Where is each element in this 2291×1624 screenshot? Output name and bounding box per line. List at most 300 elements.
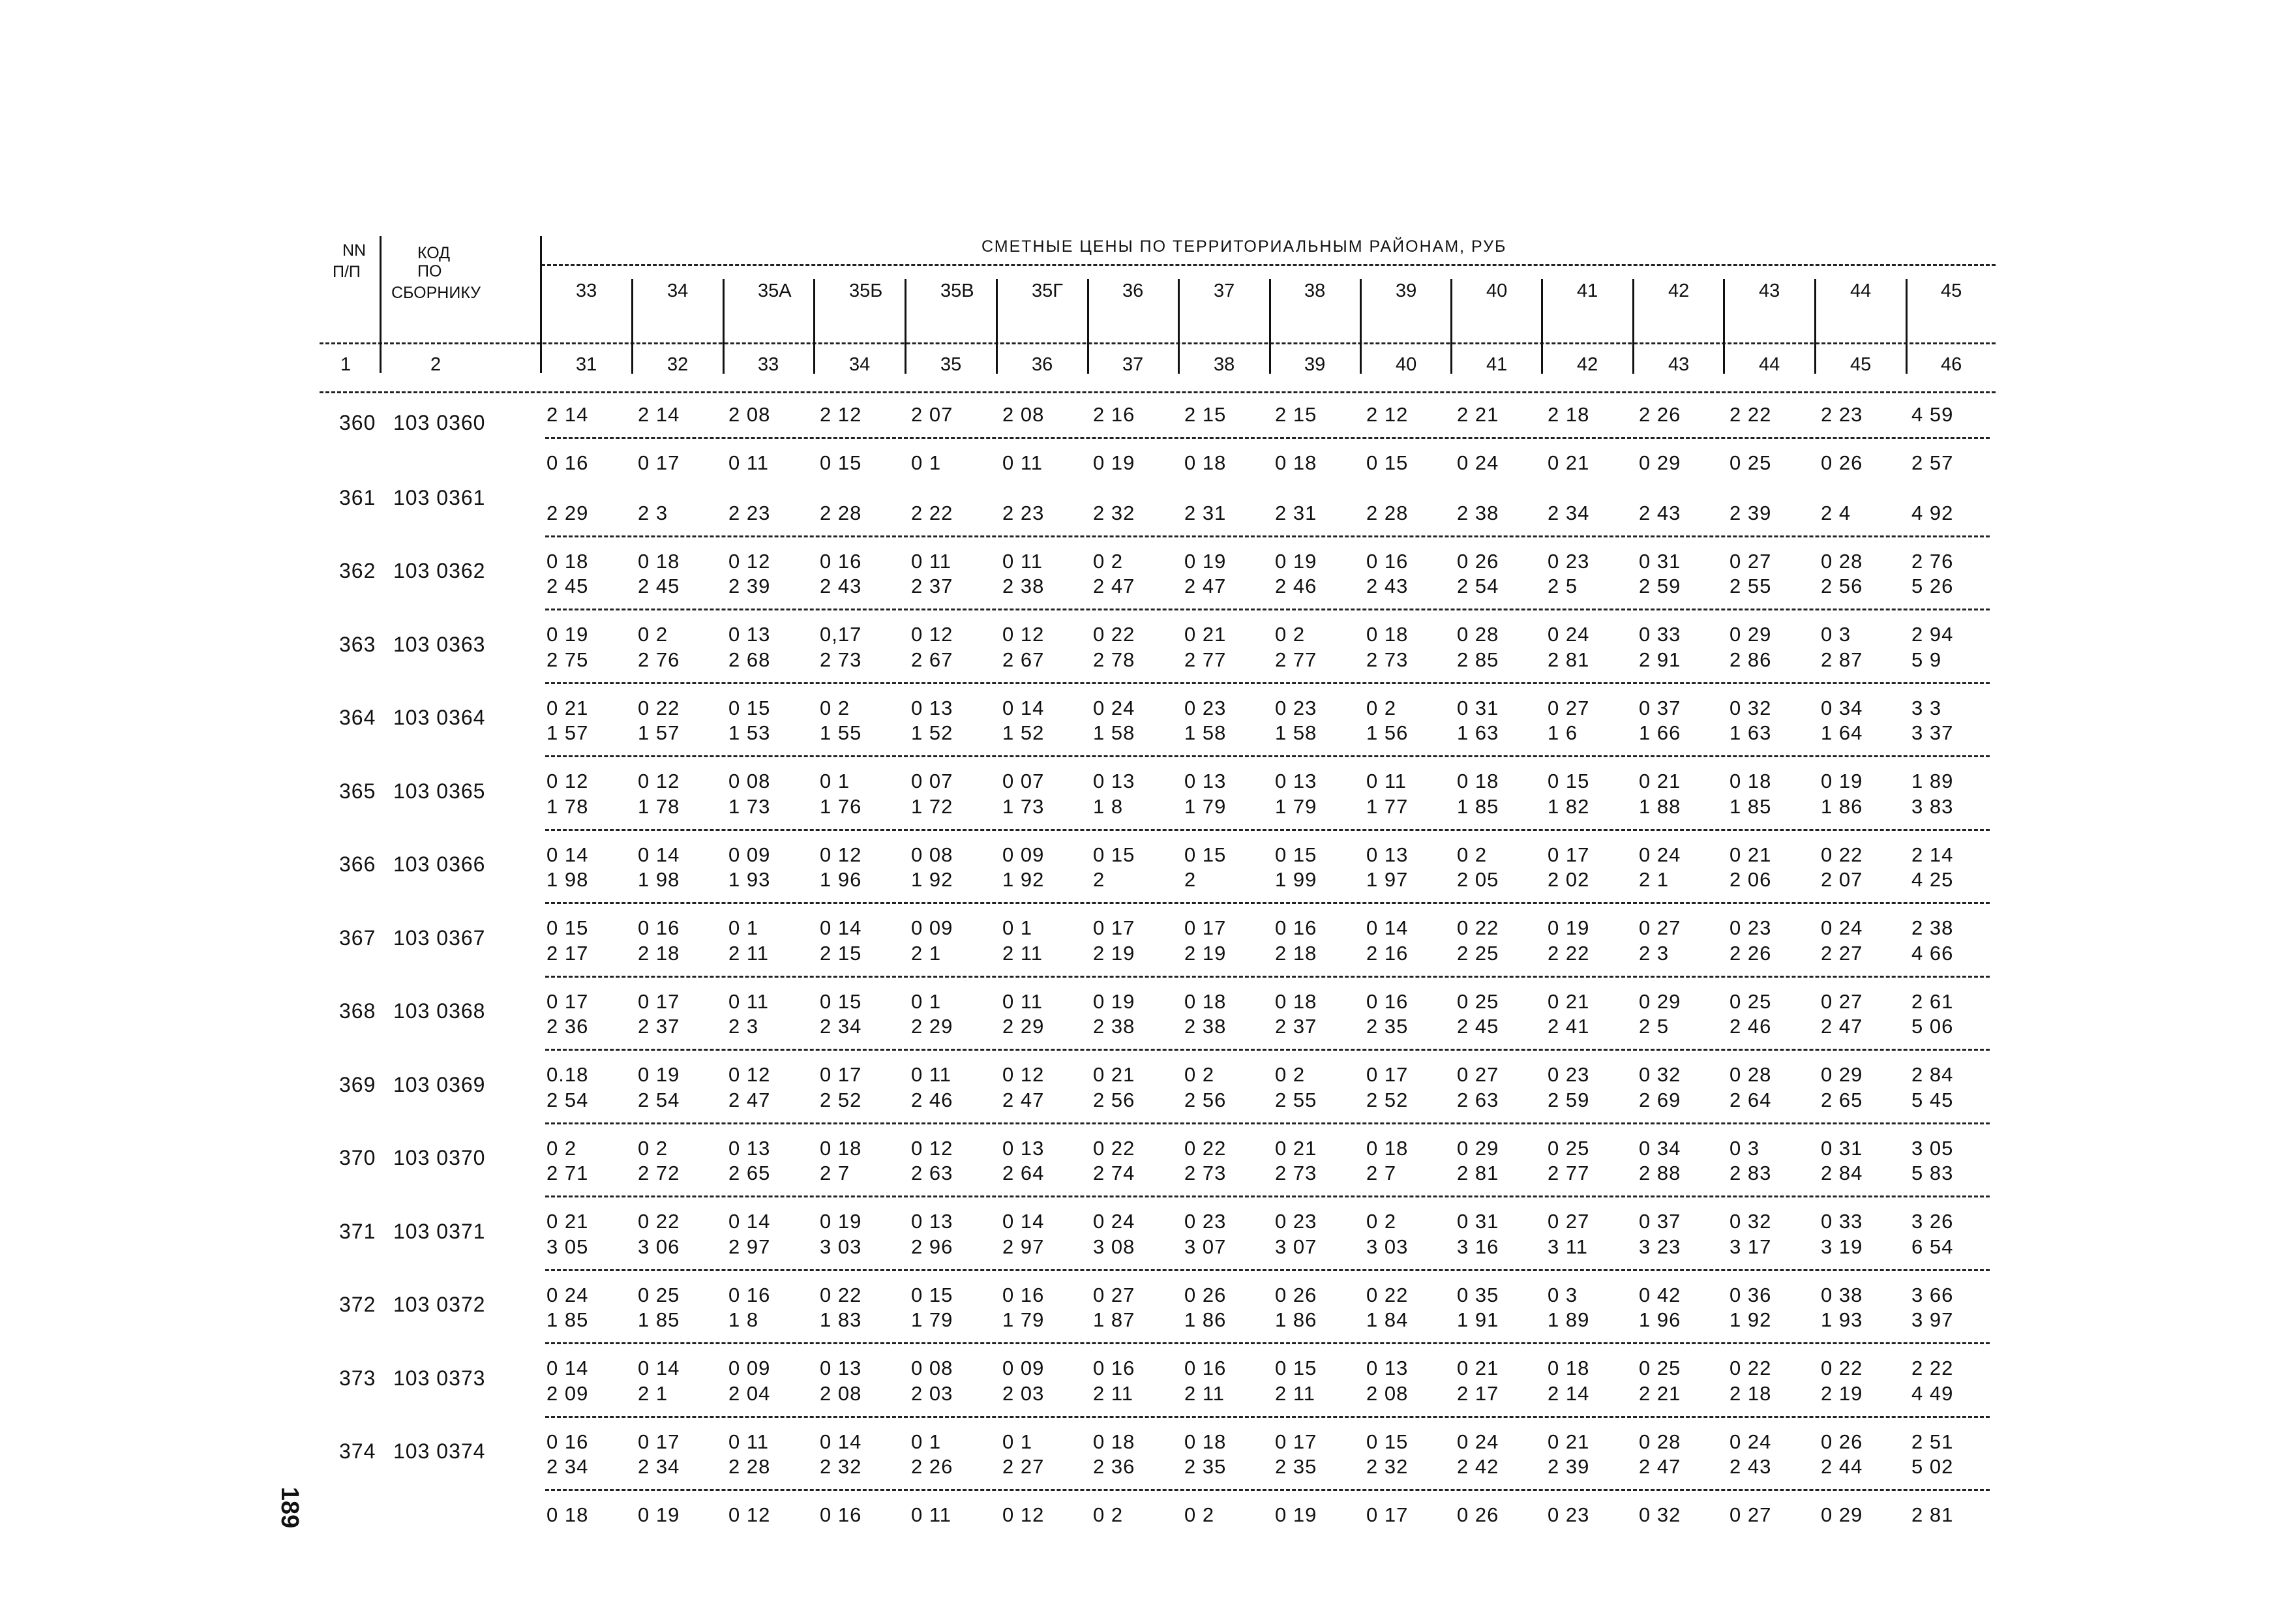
price-subvalue: 0 2: [638, 1136, 668, 1160]
price-value: 2 38: [1457, 501, 1499, 524]
price-subvalue: 0 15: [1366, 451, 1409, 474]
price-value: 2 91: [1639, 648, 1681, 671]
price-value: 1 86: [1275, 1308, 1317, 1331]
price-value: 2 52: [820, 1088, 862, 1111]
column-number: 44: [1759, 354, 1780, 375]
price-subvalue: 0 2: [1184, 1063, 1215, 1086]
price-subvalue: 0 23: [1184, 1210, 1227, 1233]
price-value: 2 09: [547, 1381, 589, 1405]
fraction-rule: [545, 755, 1990, 757]
price-subvalue: 0 2: [1184, 1503, 1215, 1526]
fraction-rule: [545, 1195, 1990, 1197]
price-value: 4 59: [1911, 403, 1954, 426]
price-subvalue: 0 36: [1729, 1283, 1772, 1306]
price-value: 2 45: [1457, 1015, 1499, 1038]
row-number: 365: [339, 779, 376, 803]
price-value: 1 88: [1639, 794, 1681, 818]
price-value: 2 67: [911, 648, 953, 671]
price-value: 2: [1093, 868, 1105, 891]
fraction-rule: [545, 609, 1990, 610]
price-subvalue: 0 16: [820, 1503, 862, 1526]
price-value: 1 79: [911, 1308, 953, 1331]
price-subvalue: 0 28: [1729, 1063, 1772, 1086]
region-header: 33: [576, 280, 597, 301]
price-subvalue: 0 31: [1639, 549, 1681, 573]
price-value: 2 08: [728, 403, 771, 426]
price-value: 1 6: [1548, 721, 1578, 744]
column-number: 34: [849, 354, 871, 375]
price-subvalue: 0 19: [1275, 549, 1317, 573]
price-subvalue: 0 15: [1366, 1430, 1409, 1453]
header-divider: [380, 236, 382, 373]
price-value: 2 54: [547, 1088, 589, 1111]
price-subvalue: 0 21: [1548, 1430, 1590, 1453]
price-subvalue: 0 37: [1639, 1210, 1681, 1233]
price-subvalue: 0 15: [1275, 843, 1317, 866]
price-subvalue: 0 13: [1002, 1136, 1045, 1160]
price-value: 2 36: [1093, 1455, 1135, 1478]
price-subvalue: 0 11: [728, 989, 770, 1013]
pp-label: П/П: [333, 263, 361, 281]
price-value: 2 47: [1093, 575, 1135, 597]
price-subvalue: 0 26: [1821, 1430, 1863, 1453]
header-rule: [320, 342, 1996, 344]
region-header: 38: [1304, 280, 1326, 301]
price-value: 2 86: [1729, 648, 1772, 671]
header-divider: [723, 279, 725, 374]
column-number: 2: [430, 354, 442, 375]
price-subvalue: 0 15: [1184, 843, 1227, 866]
price-subvalue: 0 14: [728, 1210, 771, 1233]
region-header: 45: [1941, 280, 1962, 301]
header-divider: [1541, 279, 1543, 374]
price-value: 1 92: [1729, 1308, 1772, 1331]
price-subvalue: 0,17: [820, 623, 862, 646]
column-number: 32: [667, 354, 689, 375]
price-value: 1 73: [1002, 794, 1045, 818]
column-number: 42: [1577, 354, 1598, 375]
region-header: 43: [1759, 280, 1780, 301]
price-subvalue: 0 26: [1184, 1283, 1227, 1306]
price-subvalue: 0 24: [1729, 1430, 1772, 1453]
price-subvalue: 0 13: [1093, 770, 1135, 792]
price-subvalue: 0 22: [1821, 1357, 1863, 1379]
price-subvalue: 0 19: [820, 1210, 862, 1233]
price-subvalue: 0 29: [1639, 451, 1681, 474]
price-value: 2 68: [728, 648, 771, 671]
price-value: 2 34: [820, 1015, 862, 1038]
price-subvalue: 0 17: [1093, 916, 1135, 939]
price-value: 3 16: [1457, 1235, 1499, 1258]
price-value: 5 9: [1911, 648, 1942, 671]
price-value: 2 88: [1639, 1162, 1681, 1184]
row-code: 103 0369: [393, 1072, 486, 1096]
price-subvalue: 0 19: [1275, 1503, 1317, 1526]
price-value: 2 3: [638, 501, 668, 524]
table-title: СМЕТНЫЕ ЦЕНЫ ПО ТЕРРИТОРИАЛЬНЫМ РАЙОНАМ, РУБ: [981, 237, 1507, 256]
price-value: 2 52: [1366, 1088, 1409, 1111]
price-value: 2 27: [1821, 941, 1863, 965]
price-value: 2 37: [638, 1015, 680, 1038]
row-code: 103 0374: [393, 1439, 486, 1463]
row-number: 369: [339, 1072, 376, 1096]
price-value: 2 5: [1639, 1015, 1670, 1038]
price-subvalue: 0 19: [638, 1503, 680, 1526]
price-value: 2 28: [728, 1455, 771, 1478]
price-value: 1 87: [1093, 1308, 1135, 1331]
price-value: 2 26: [1729, 941, 1772, 965]
price-value: 1 91: [1457, 1308, 1499, 1331]
column-number: 38: [1214, 354, 1235, 375]
price-value: 2 65: [728, 1162, 771, 1184]
price-subvalue: 0 12: [638, 770, 680, 792]
price-subvalue: 0 17: [1275, 1430, 1317, 1453]
price-subvalue: 0 24: [1093, 696, 1135, 719]
price-subvalue: 0 22: [1729, 1357, 1772, 1379]
price-value: 2 7: [1366, 1162, 1397, 1184]
price-value: 1 57: [547, 721, 589, 744]
price-subvalue: 0 32: [1729, 1210, 1772, 1233]
price-subvalue: 0 13: [820, 1357, 862, 1379]
price-value: 2 46: [1275, 575, 1317, 597]
fraction-rule: [545, 1122, 1990, 1124]
region-header: 34: [667, 280, 689, 301]
price-value: 2 69: [1639, 1088, 1681, 1111]
header-divider: [905, 279, 906, 374]
price-value: 2 63: [911, 1162, 953, 1184]
price-subvalue: 0 11: [728, 451, 770, 474]
header-divider: [631, 279, 633, 374]
price-value: 3 06: [638, 1235, 680, 1258]
price-value: 2 26: [911, 1455, 953, 1478]
price-value: 2 75: [547, 648, 589, 671]
price-value: 3 23: [1639, 1235, 1681, 1258]
price-subvalue: 0 2: [1093, 1503, 1124, 1526]
row-code: 103 0370: [393, 1146, 486, 1169]
price-subvalue: 0 29: [1821, 1063, 1863, 1086]
price-value: 2 34: [1548, 501, 1590, 524]
price-subvalue: 0 21: [1457, 1357, 1499, 1379]
row-code: 103 0372: [393, 1293, 486, 1316]
price-subvalue: 0 15: [820, 451, 862, 474]
price-value: 2 64: [1002, 1162, 1045, 1184]
price-value: 2 87: [1821, 648, 1863, 671]
price-value: 1 85: [1457, 794, 1499, 818]
price-value: 2 08: [820, 1381, 862, 1405]
price-subvalue: 0 29: [1729, 623, 1772, 646]
price-subvalue: 0 27: [1729, 1503, 1772, 1526]
price-value: 2 04: [728, 1381, 771, 1405]
row-number: 363: [339, 632, 376, 656]
price-value: 5 06: [1911, 1015, 1954, 1038]
header-divider: [813, 279, 815, 374]
row-code: 103 0360: [393, 411, 486, 434]
price-value: 5 02: [1911, 1455, 1954, 1478]
price-subvalue: 0 19: [1821, 770, 1863, 792]
price-value: 2 36: [547, 1015, 589, 1038]
price-value: 2 31: [1275, 501, 1317, 524]
price-value: 2 55: [1275, 1088, 1317, 1111]
price-subvalue: 0 24: [1639, 843, 1681, 866]
price-subvalue: 0 2: [638, 623, 668, 646]
price-value: 2 27: [1002, 1455, 1045, 1478]
price-subvalue: 0 31: [1821, 1136, 1863, 1160]
price-value: 2 14: [1548, 1381, 1590, 1405]
price-value: 2 74: [1093, 1162, 1135, 1184]
price-subvalue: 0 22: [1457, 916, 1499, 939]
price-subvalue: 0 27: [1821, 989, 1863, 1013]
price-subvalue: 0 16: [547, 1430, 589, 1453]
price-value: 2 65: [1821, 1088, 1863, 1111]
price-subvalue: 0 21: [547, 696, 589, 719]
price-subvalue: 0 08: [911, 843, 953, 866]
price-value: 2 15: [1184, 403, 1227, 426]
price-value: 2 34: [547, 1455, 589, 1478]
price-subvalue: 2 94: [1911, 623, 1954, 646]
price-value: 2 22: [1729, 403, 1772, 426]
row-code: 103 0368: [393, 999, 486, 1023]
price-value: 2 67: [1002, 648, 1045, 671]
price-subvalue: 0 18: [638, 549, 680, 573]
price-subvalue: 0 16: [1093, 1357, 1135, 1379]
price-subvalue: 0 28: [1457, 623, 1499, 646]
price-value: 2 47: [1184, 575, 1227, 597]
price-value: 2 73: [820, 648, 862, 671]
price-value: 1 77: [1366, 794, 1409, 818]
price-value: 3 17: [1729, 1235, 1772, 1258]
price-subvalue: 0 18: [820, 1136, 862, 1160]
price-value: 2 97: [1002, 1235, 1045, 1258]
price-subvalue: 0 21: [1184, 623, 1227, 646]
price-value: 2 39: [1729, 501, 1772, 524]
price-value: 2 81: [1548, 648, 1590, 671]
row-number: 370: [339, 1146, 376, 1169]
price-subvalue: 0 13: [911, 696, 953, 719]
price-value: 2 08: [1002, 403, 1045, 426]
price-value: 1 52: [1002, 721, 1045, 744]
price-value: 1 92: [1002, 868, 1045, 891]
price-subvalue: 2 22: [1911, 1357, 1954, 1379]
price-value: 1 85: [638, 1308, 680, 1331]
price-subvalue: 0 25: [1729, 451, 1772, 474]
price-subvalue: 0 11: [911, 549, 952, 573]
price-subvalue: 0 2: [1457, 843, 1488, 866]
price-value: 2 08: [1366, 1381, 1409, 1405]
price-value: 2 17: [1457, 1381, 1499, 1405]
price-value: 2 83: [1729, 1162, 1772, 1184]
row-code: 103 0364: [393, 706, 486, 729]
price-subvalue: 2 38: [1911, 916, 1954, 939]
price-subvalue: 0 32: [1729, 696, 1772, 719]
price-value: 2 72: [638, 1162, 680, 1184]
row-code: 103 0363: [393, 632, 486, 656]
price-subvalue: 0 12: [1002, 623, 1045, 646]
price-subvalue: 0 21: [1548, 451, 1590, 474]
column-number: 46: [1941, 354, 1962, 375]
price-subvalue: 0 22: [1821, 843, 1863, 866]
price-value: 1 8: [728, 1308, 759, 1331]
price-value: 2 55: [1729, 575, 1772, 597]
price-value: 2 11: [1184, 1381, 1225, 1405]
price-value: 2 07: [911, 403, 953, 426]
header-divider: [1632, 279, 1634, 374]
region-header: 42: [1668, 280, 1690, 301]
price-value: 1 58: [1275, 721, 1317, 744]
price-value: 2 12: [820, 403, 862, 426]
price-value: 2 97: [728, 1235, 771, 1258]
fraction-rule: [545, 1416, 1990, 1418]
header-divider: [540, 236, 542, 373]
price-subvalue: 0 37: [1639, 696, 1681, 719]
price-subvalue: 0 17: [547, 989, 589, 1013]
price-subvalue: 0 21: [547, 1210, 589, 1233]
price-subvalue: 1 89: [1911, 770, 1954, 792]
price-subvalue: 0 17: [638, 1430, 680, 1453]
price-value: 2 37: [911, 575, 953, 597]
price-value: 2 46: [1729, 1015, 1772, 1038]
price-value: 1 96: [820, 868, 862, 891]
price-subvalue: 0 11: [1002, 451, 1043, 474]
price-value: 2 3: [728, 1015, 759, 1038]
price-subvalue: 0 16: [547, 451, 589, 474]
price-subvalue: 0 24: [547, 1283, 589, 1306]
price-value: 1 99: [1275, 868, 1317, 891]
price-subvalue: 0 12: [728, 549, 771, 573]
price-subvalue: 0 07: [1002, 770, 1045, 792]
price-value: 4 66: [1911, 941, 1954, 965]
row-number: 360: [339, 411, 376, 434]
price-value: 2 39: [728, 575, 771, 597]
region-header: 40: [1486, 280, 1508, 301]
price-subvalue: 0 18: [1729, 770, 1772, 792]
price-value: 2 32: [1093, 501, 1135, 524]
price-value: 2 25: [1457, 941, 1499, 965]
price-value: 2 28: [1366, 501, 1409, 524]
price-value: 1 92: [911, 868, 953, 891]
price-subvalue: 0 2: [547, 1136, 577, 1160]
price-subvalue: 0 14: [1366, 916, 1409, 939]
price-subvalue: 0 18: [1548, 1357, 1590, 1379]
price-subvalue: 0 29: [1457, 1136, 1499, 1160]
price-value: 2 17: [547, 941, 589, 965]
price-value: 1 72: [911, 794, 953, 818]
row-number: 374: [339, 1439, 376, 1463]
price-subvalue: 0 27: [1729, 549, 1772, 573]
price-value: 5 26: [1911, 575, 1954, 597]
price-value: 2 03: [1002, 1381, 1045, 1405]
price-subvalue: 0 17: [1366, 1063, 1409, 1086]
price-subvalue: 0 18: [1366, 623, 1409, 646]
column-number: 43: [1668, 354, 1690, 375]
price-subvalue: 0 11: [1002, 549, 1043, 573]
price-value: 2 7: [820, 1162, 850, 1184]
price-value: 2 56: [1184, 1088, 1227, 1111]
price-value: 2 14: [547, 403, 589, 426]
price-value: 1 97: [1366, 868, 1409, 891]
header-rule: [320, 391, 1996, 393]
price-value: 3 11: [1548, 1235, 1589, 1258]
price-value: 2 19: [1184, 941, 1227, 965]
price-subvalue: 0 16: [728, 1283, 771, 1306]
price-subvalue: 0 18: [1184, 451, 1227, 474]
price-value: 1 93: [1821, 1308, 1863, 1331]
price-subvalue: 0 18: [547, 549, 589, 573]
header-divider: [1723, 279, 1725, 374]
price-subvalue: 0 27: [1548, 696, 1590, 719]
price-value: 1 79: [1275, 794, 1317, 818]
price-value: 4 92: [1911, 501, 1954, 524]
price-value: 1 79: [1002, 1308, 1045, 1331]
price-subvalue: 0 16: [1366, 989, 1409, 1013]
price-value: 1 85: [1729, 794, 1772, 818]
price-value: 2 47: [728, 1088, 771, 1111]
price-subvalue: 0 25: [1457, 989, 1499, 1013]
price-value: 1 82: [1548, 794, 1590, 818]
price-value: 2 15: [820, 941, 862, 965]
price-subvalue: 0 11: [911, 1503, 952, 1526]
row-code: 103 0373: [393, 1366, 486, 1390]
price-subvalue: 0 26: [1821, 451, 1863, 474]
price-subvalue: 0 21: [1275, 1136, 1317, 1160]
price-value: 2 77: [1184, 648, 1227, 671]
price-subvalue: 0 16: [1366, 549, 1409, 573]
header-divider: [1814, 279, 1816, 374]
price-subvalue: 0 19: [1548, 916, 1590, 939]
price-subvalue: 0 15: [820, 989, 862, 1013]
price-subvalue: 0 29: [1821, 1503, 1863, 1526]
price-value: 2 59: [1548, 1088, 1590, 1111]
column-number: 37: [1122, 354, 1144, 375]
price-subvalue: 0 12: [1002, 1063, 1045, 1086]
price-value: 2 07: [1821, 868, 1863, 891]
price-value: 2 12: [1366, 403, 1409, 426]
price-value: 3 08: [1093, 1235, 1135, 1258]
price-value: 2 64: [1729, 1088, 1772, 1111]
price-value: 2 16: [1093, 403, 1135, 426]
price-subvalue: 0 23: [1184, 696, 1227, 719]
price-subvalue: 0 27: [1548, 1210, 1590, 1233]
price-subvalue: 0 22: [1093, 1136, 1135, 1160]
price-value: 2 41: [1548, 1015, 1590, 1038]
price-subvalue: 0 21: [1093, 1063, 1135, 1086]
row-number: 368: [339, 999, 376, 1023]
region-header: 39: [1396, 280, 1417, 301]
price-value: 3 03: [820, 1235, 862, 1258]
price-subvalue: 0 12: [728, 1063, 771, 1086]
price-subvalue: 0 22: [1184, 1136, 1227, 1160]
price-value: 2 84: [1821, 1162, 1863, 1184]
price-value: 2: [1184, 868, 1197, 891]
price-subvalue: 0 18: [547, 1503, 589, 1526]
price-subvalue: 0 25: [1548, 1136, 1590, 1160]
price-value: 2 03: [911, 1381, 953, 1405]
price-value: 2 23: [1002, 501, 1045, 524]
price-value: 2 18: [1548, 403, 1590, 426]
price-value: 1 76: [820, 794, 862, 818]
price-value: 2 42: [1457, 1455, 1499, 1478]
row-code: 103 0366: [393, 852, 486, 876]
price-value: 1 66: [1639, 721, 1681, 744]
price-subvalue: 0 14: [547, 1357, 589, 1379]
header-rule: [541, 264, 1996, 266]
price-subvalue: 0 3: [1548, 1283, 1578, 1306]
price-subvalue: 0 16: [1002, 1283, 1045, 1306]
price-value: 1 84: [1366, 1308, 1409, 1331]
price-value: 2 05: [1457, 868, 1499, 891]
price-subvalue: 0 23: [1548, 1503, 1590, 1526]
region-header: 37: [1214, 280, 1235, 301]
header-divider: [1087, 279, 1089, 374]
